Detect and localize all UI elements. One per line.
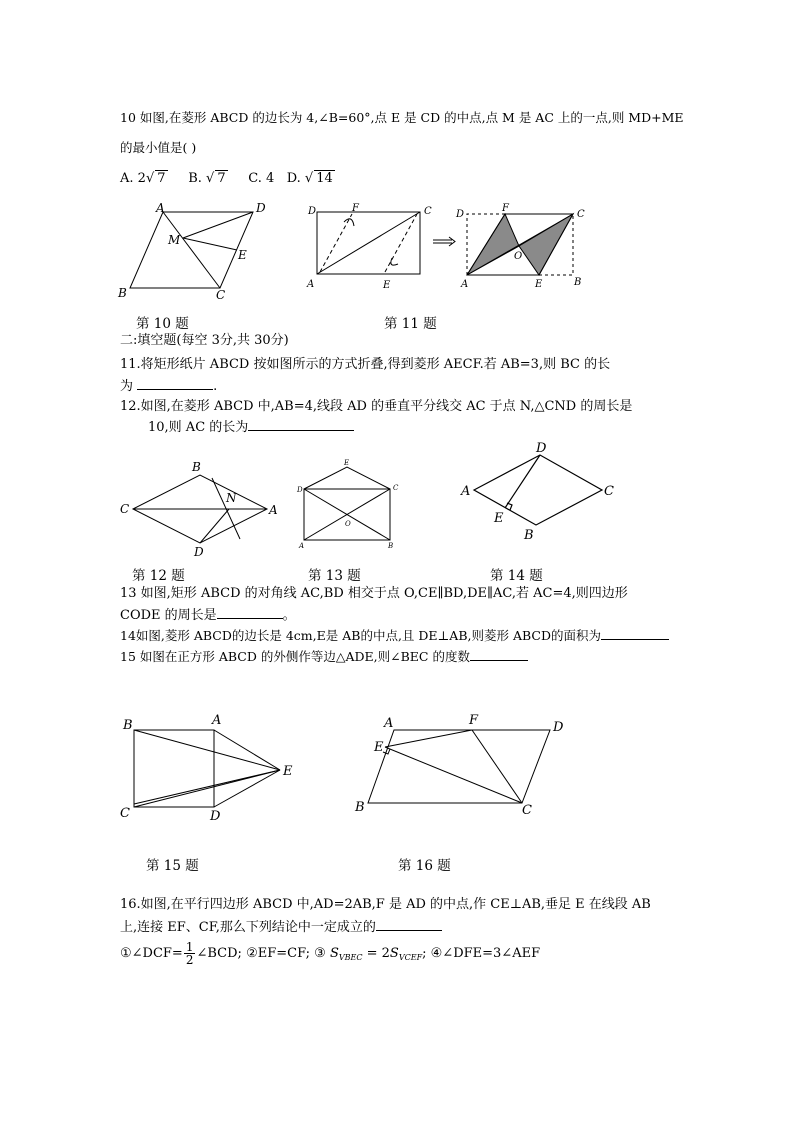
segment-ce-shadow <box>134 770 280 804</box>
choice-3: ③ $S_{VBEC} = 2S_{VCEF}$; <box>314 946 427 962</box>
f14-label-a: A <box>461 484 471 499</box>
f10-label-d: D <box>256 201 266 215</box>
f12-label-a: A <box>269 503 278 517</box>
f16-label-f: F <box>469 713 479 728</box>
option-d: D. √ 14 <box>286 171 333 186</box>
f11-label-e: E <box>383 280 391 291</box>
f13-label-a: A <box>299 542 305 550</box>
segment-de <box>214 770 280 807</box>
q13-line1: 13 如图,矩形 ABCD 的对角线 AC,BD 相交于点 O,CE∥BD,DE∥AC,若 AC=4,则四边形 <box>120 586 628 601</box>
q13-line2: CODE 的周长是 。 <box>120 608 296 623</box>
q16-choices <box>120 941 540 971</box>
choice-2: ②EF=CF; <box>246 946 311 961</box>
f15-label-e: E <box>283 764 293 779</box>
f15-label-b: B <box>123 718 133 733</box>
q12-line2: 10,则 AC 的长为 <box>148 418 354 436</box>
segment-ec <box>385 747 522 803</box>
caption-14: 第 14 题 <box>490 568 543 584</box>
caption-12: 第 12 题 <box>132 568 185 584</box>
f13-label-c: C <box>393 484 399 492</box>
q10-line2: 的最小值是( ) <box>120 140 197 155</box>
caption-16: 第 16 题 <box>398 858 451 874</box>
f15-label-a: A <box>212 713 222 728</box>
caption-10: 第 10 题 <box>136 316 189 332</box>
f11r-label-b: B <box>574 277 582 288</box>
q16-line1: 16.如图,在平行四边形 ABCD 中,AD=2AB,F 是 AD 的中点,作 CE⊥AB,垂足 E 在线段 AB <box>120 897 651 912</box>
f12-label-b: B <box>192 460 201 474</box>
f10-label-m: M <box>168 233 181 247</box>
q15-line: 15 如图在正方形 ABCD 的外侧作等边△ADE,则∠BEC 的度数 <box>120 648 528 665</box>
f16-label-e: E <box>374 740 384 755</box>
segment-fc <box>472 730 522 803</box>
f11r-label-o: O <box>514 251 523 262</box>
f11-label-c: C <box>424 206 432 217</box>
f16-label-d: D <box>553 720 564 735</box>
q11-line1: 11.将矩形纸片 ABCD 按如图所示的方式折叠,得到菱形 AECF.若 AB=3,则 BC 的长 <box>120 357 611 372</box>
section-2-title: 二:填空题(每空 3分,共 30分) <box>120 333 289 348</box>
f16-label-c: C <box>522 803 532 818</box>
f10-label-e: E <box>238 248 247 262</box>
f10-label-c: C <box>216 288 226 302</box>
f11-label-d: D <box>308 206 317 217</box>
f11r-label-d: D <box>456 209 465 220</box>
f11r-label-f: F <box>502 203 509 214</box>
figure-15 <box>134 730 280 807</box>
f11r-label-a: A <box>461 279 469 290</box>
f13-label-e: E <box>344 459 350 467</box>
f15-label-d: D <box>210 809 221 824</box>
choice-4: ④∠DFE=3∠AEF <box>430 946 541 961</box>
q14-line: 14如图,菱形 ABCD的边长是 4cm,E是 AB的中点,且 DE⊥AB,则菱形 ABCD的面积为 <box>120 627 669 644</box>
f11-label-a: A <box>307 279 315 290</box>
caption-13: 第 13 题 <box>308 568 361 584</box>
f15-label-c: C <box>120 806 130 821</box>
f10-label-b: B <box>118 286 127 300</box>
f12-label-c: C <box>120 502 130 516</box>
q11-line2: 为 . <box>120 379 218 394</box>
segment-be <box>134 730 280 770</box>
f12-label-n: N <box>226 491 237 505</box>
figure-16 <box>368 730 550 803</box>
f10-label-a: A <box>156 201 165 215</box>
q16-answer-blank[interactable] <box>376 918 442 931</box>
f13-label-b: B <box>388 542 394 550</box>
f16-label-b: B <box>355 800 365 815</box>
segment-ae <box>214 730 280 770</box>
f16-label-a: A <box>384 716 394 731</box>
f13-label-d: D <box>297 486 303 494</box>
q12-line1: 12.如图,在菱形 ABCD 中,AB=4,线段 AD 的垂直平分线交 AC 于点 N,△CND 的周长是 <box>120 399 633 414</box>
f11r-label-e: E <box>535 279 543 290</box>
f13-label-o: O <box>345 520 351 528</box>
option-b: B. √ 7 <box>188 171 226 186</box>
q16-line2: 上,连接 EF、CF,那么下列结论中一定成立的 <box>120 918 442 936</box>
caption-15: 第 15 题 <box>146 858 199 874</box>
option-a: A. 2√ 7 <box>120 171 166 186</box>
f14-label-b: B <box>524 528 534 543</box>
option-c: C. 4 <box>248 171 275 186</box>
f14-label-e: E <box>494 511 504 526</box>
choice-1: ①∠DCF= $\frac{1}{2}$ ∠BCD; <box>120 940 242 967</box>
caption-11: 第 11 题 <box>384 316 437 332</box>
square-abcd <box>134 730 214 807</box>
f11-label-f: F <box>352 203 359 214</box>
f14-label-d: D <box>536 441 547 456</box>
segment-ef <box>385 730 472 747</box>
q10-line1: 10 如图,在菱形 ABCD 的边长为 4,∠B=60°,点 E 是 CD 的中点,点 M 是 AC 上的一点,则 MD+ME <box>120 110 684 125</box>
f14-label-c: C <box>604 484 614 499</box>
f12-label-d: D <box>194 545 204 559</box>
parallelogram-abcd <box>368 730 550 803</box>
f11r-label-c: C <box>577 209 585 220</box>
